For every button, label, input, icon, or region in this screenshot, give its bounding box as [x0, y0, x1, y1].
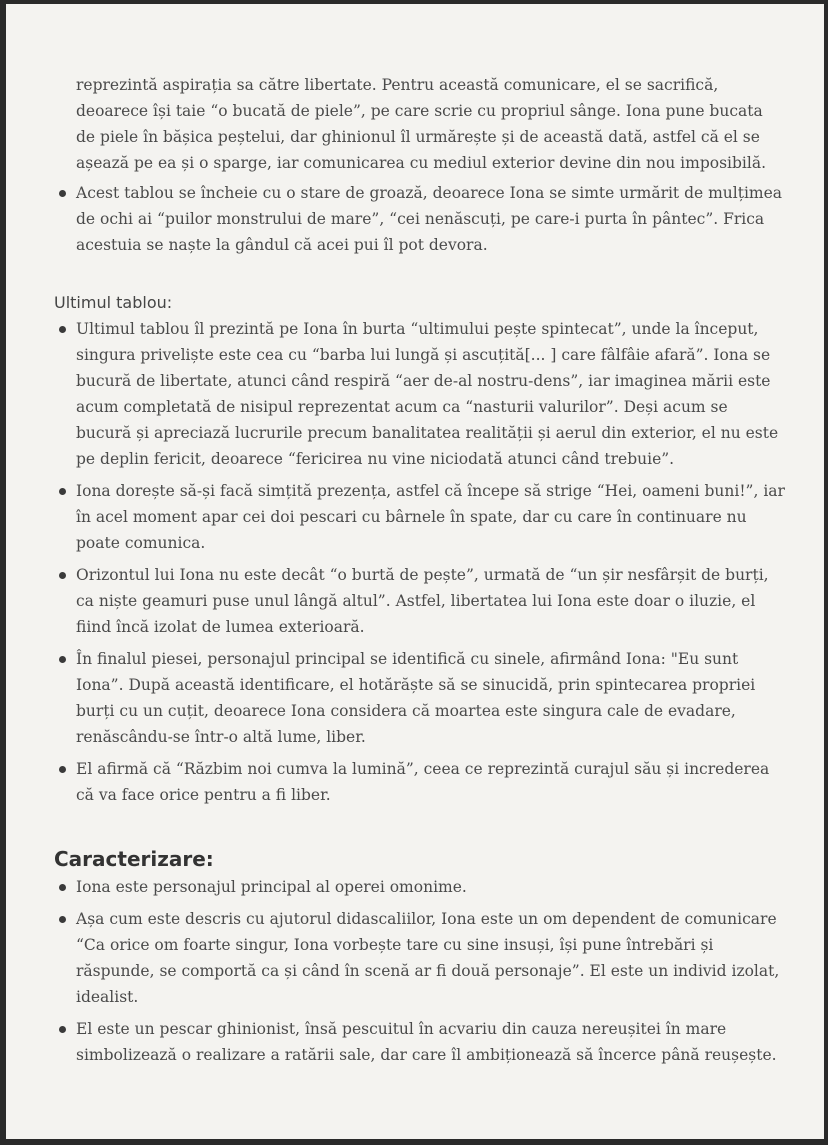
list-item: Ultimul tablou îl prezintă pe Iona în burta “ultimului pește spintecat”, unde la început, singura priveliște este cea cu “barba lui lungă și ascuțită[... ] care fâlfâie afară”. Iona se bucură de libertate, atunci când respiră “aer de-al nostru-dens”, iar imaginea mării este acum completată de nisipul reprezentat acum ca “nasturii valurilor”. Deși acum se bucură și apreciază lucrurile precum banalitatea realității și aerul din exterior, el nu este pe deplin fericit, deoarece “fericirea nu vine niciodată atunci când trebuie”.: [54, 316, 786, 472]
list-item: Iona este personajul principal al operei omonime.: [54, 874, 786, 900]
section-heading-caracterizare: Caracterizare:: [54, 847, 214, 871]
list-item: El este un pescar ghinionist, însă pescuitul în acvariu din cauza nereușitei în mare simbolizează o realizare a ratării sale, dar care îl ambiționează să încerce până reușește.: [54, 1016, 786, 1068]
continuation-paragraph: reprezintă aspirația sa către libertate. Pentru această comunicare, el se sacrifică, deoarece își taie “o bucată de piele”, pe care scrie cu propriul sânge. Iona pune bucata de piele în bășica peștelui, dar ghinionul îl urmărește și de această dată, astfel că el se așează pe ea și o sparge, iar comunicarea cu mediul exterior devine din nou imposibilă.: [76, 76, 767, 172]
list-item: Acest tablou se încheie cu o stare de groază, deoarece Iona se simte urmărit de mulțimea de ochi ai “puilor monstrului de mare”, “cei nenăscuți, pe care-i purta în pântec”. Frica acestuia se naște la gândul că acei pui îl pot devora.: [54, 180, 786, 258]
top-bullet-list: [54, 180, 786, 258]
list-item: Orizontul lui Iona nu este decât “o burtă de pește”, urmată de “un șir nesfârșit de burți, ca niște geamuri puse unul lângă altul”. Astfel, libertatea lui Iona este doar o iluzie, el fiind încă izolat de lumea exterioară.: [54, 562, 786, 640]
caracterizare-bullet-list: [54, 874, 786, 1068]
ultimul-tablou-bullet-list: [54, 316, 786, 808]
list-item: Iona dorește să-și facă simțită prezența, astfel că începe să strige “Hei, oameni buni!”, iar în acel moment apar cei doi pescari cu bârnele în spate, dar cu care în continuare nu poate comunica.: [54, 478, 786, 556]
section-label-ultimul-tablou: Ultimul tablou:: [54, 293, 173, 312]
list-item: În finalul piesei, personajul principal se identifică cu sinele, afirmând Iona: "Eu sunt Iona”. După această identificare, el hotărăște să se sinucidă, prin spintecarea propriei burți cu un cuțit, deoarece Iona considera că moartea este singura cale de evadare, renăscându-se într-o altă lume, liber.: [54, 646, 786, 750]
list-item: Așa cum este descris cu ajutorul didascaliilor, Iona este un om dependent de comunicare “Ca orice om foarte singur, Iona vorbește tare cu sine insuși, își pune întrebări și răspunde, se comportă ca și când în scenă ar fi două personaje”. El este un individ izolat, idealist.: [54, 906, 786, 1010]
document-content: [54, 72, 786, 1074]
list-item: El afirmă că “Răzbim noi cumva la lumină”, ceea ce reprezintă curajul său și increderea că va face orice pentru a fi liber.: [54, 756, 786, 808]
document-page: [6, 4, 824, 1139]
